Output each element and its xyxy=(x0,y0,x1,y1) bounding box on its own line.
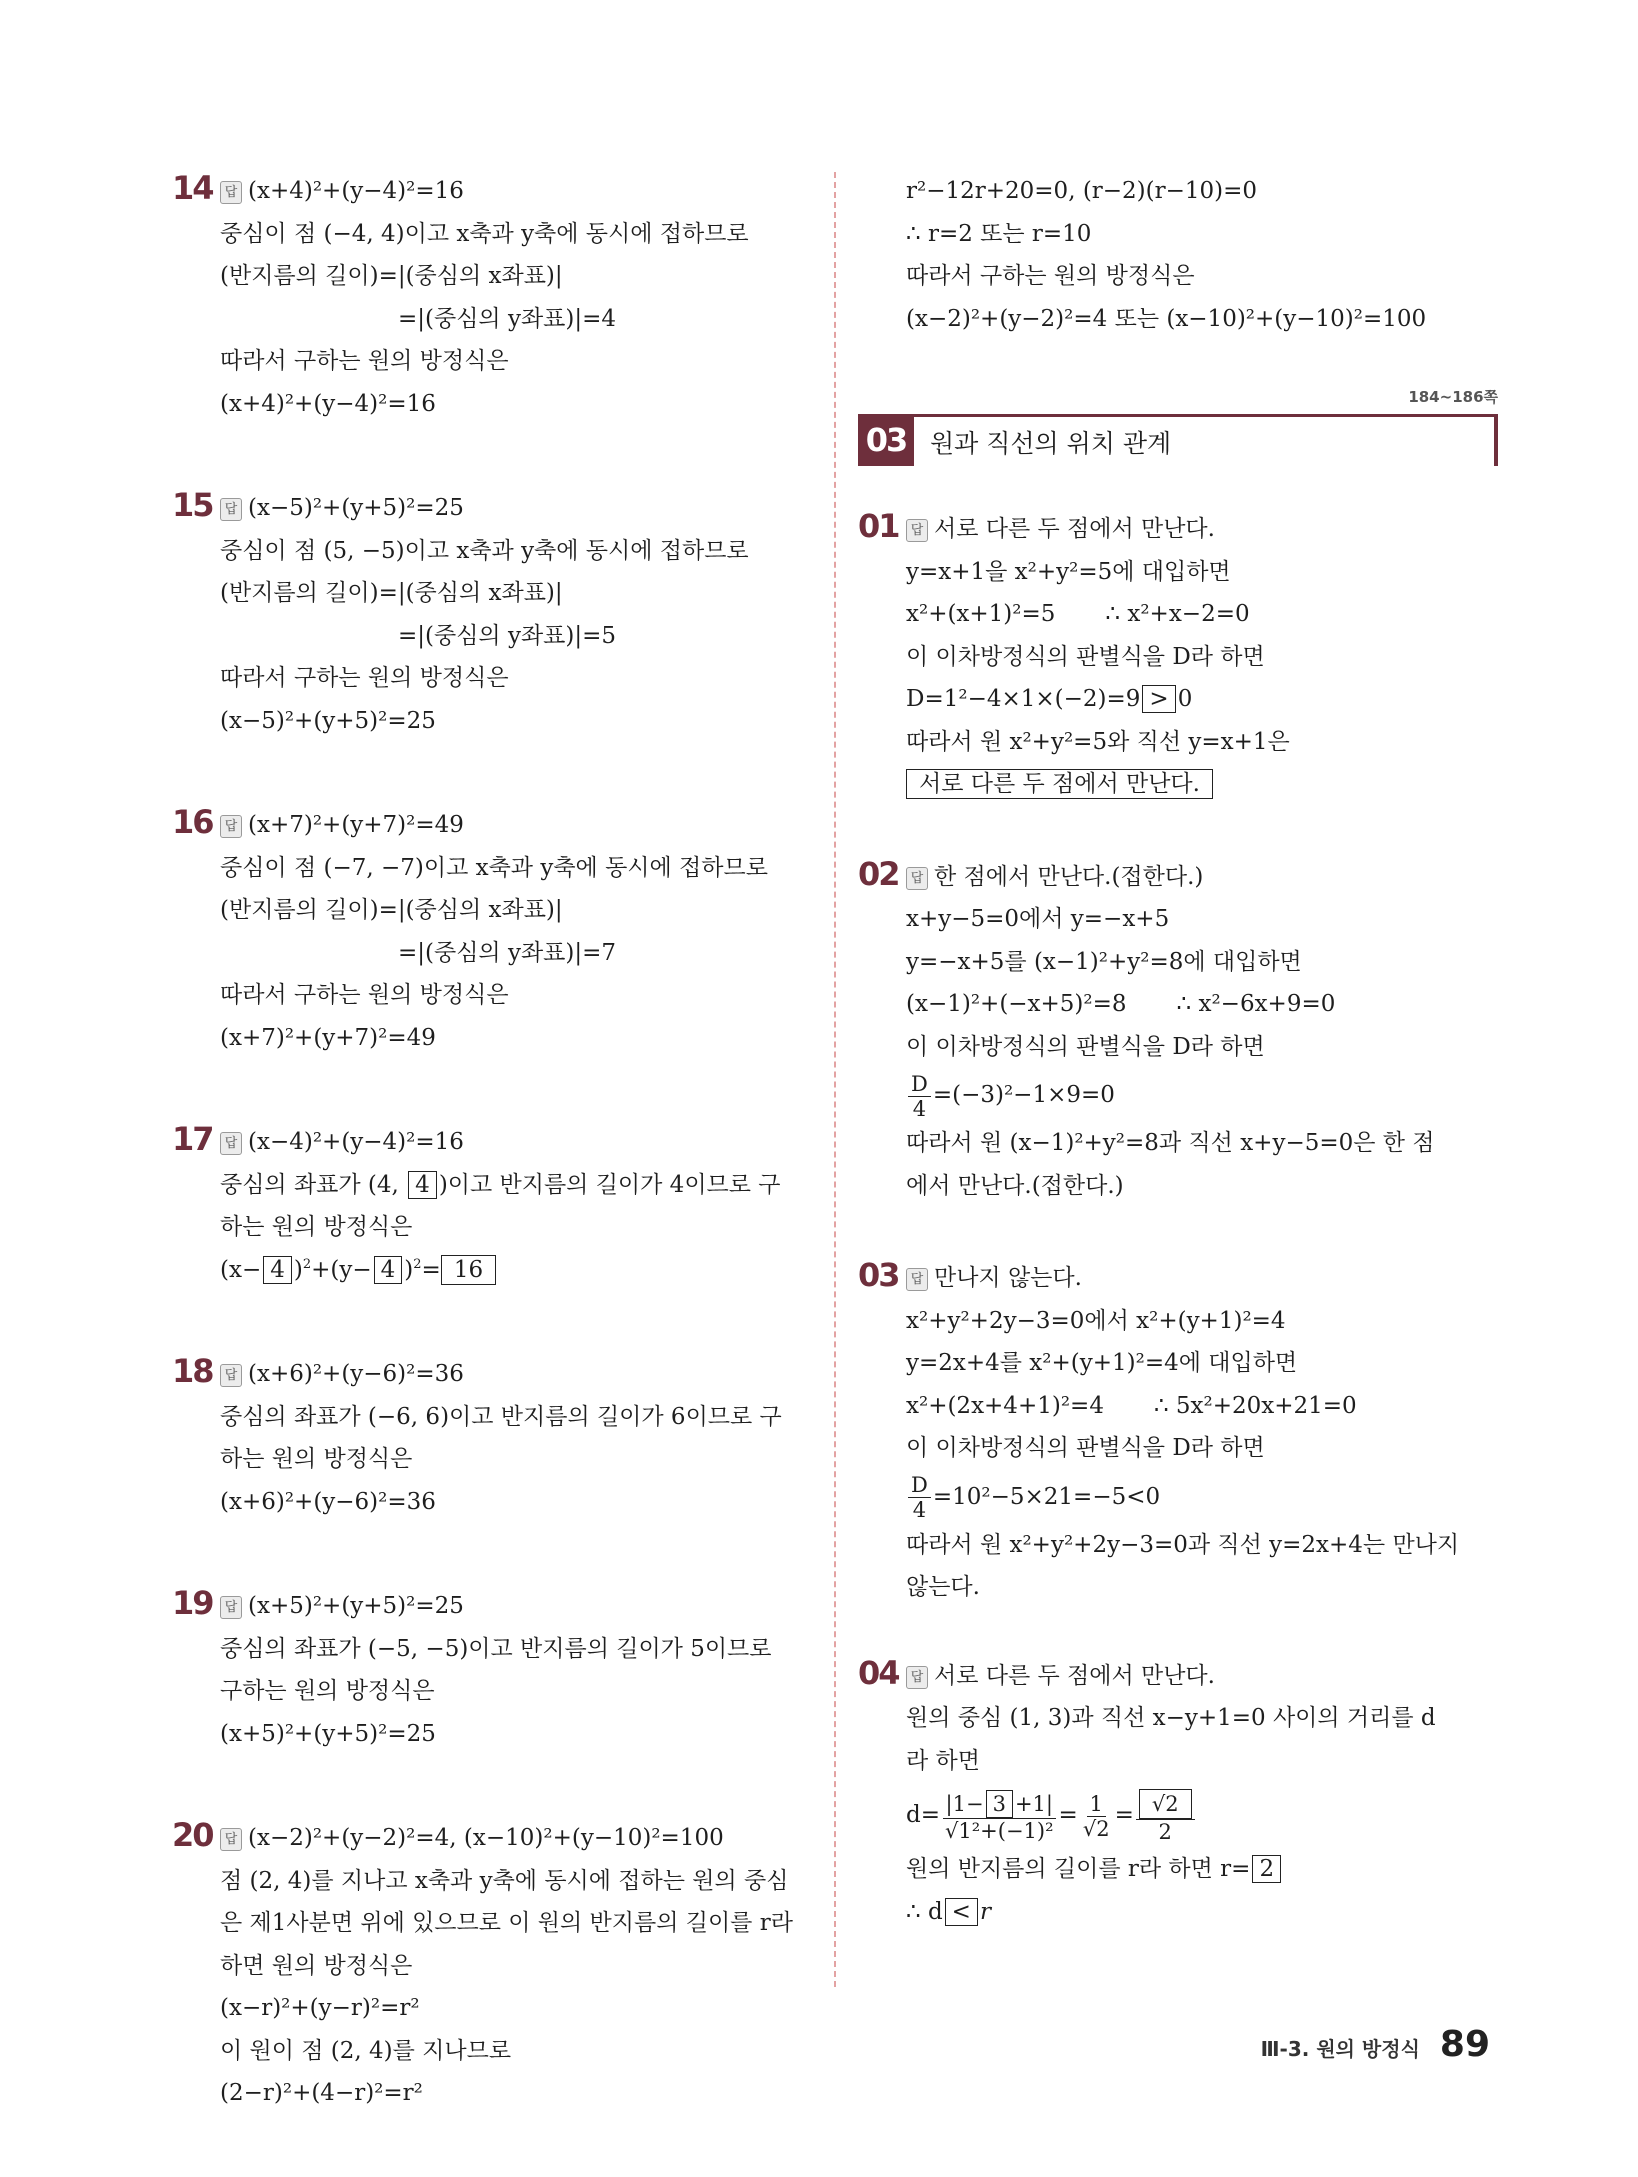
text-segment: 중심의 좌표가 (4, xyxy=(220,1171,399,1198)
text-segment: ∴ x²−6x+9=0 xyxy=(1176,991,1336,1017)
section-number: 03 xyxy=(858,414,914,466)
section-header xyxy=(858,388,1498,466)
problem-number: 15 xyxy=(172,486,213,524)
solution-line: 에서 만난다.(접한다.) xyxy=(906,1172,1124,1199)
denominator: 4 xyxy=(912,1096,927,1121)
solution-line: 점 (2, 4)를 지나고 x축과 y축에 동시에 접하는 원의 중심 xyxy=(220,1867,789,1894)
solution-line: y=2x+4를 x²+(y+1)²=4에 대입하면 xyxy=(906,1350,1298,1376)
problem-15 xyxy=(172,487,812,742)
text-segment: ∴ d xyxy=(906,1898,943,1925)
text-segment: )이고 반지름의 길이가 4이므로 구 xyxy=(438,1171,781,1198)
section-title: 원과 직선의 위치 관계 xyxy=(930,429,1172,458)
fraction xyxy=(1080,1792,1113,1841)
solution-line: 하면 원의 방정식은 xyxy=(220,1952,413,1979)
fraction xyxy=(942,1790,1057,1843)
blank-box: 4 xyxy=(263,1256,292,1284)
blank-box: < xyxy=(945,1898,978,1926)
problem-number: 04 xyxy=(858,1653,899,1692)
answer-text: 한 점에서 만난다.(접한다.) xyxy=(934,863,1204,890)
text-segment: |1− xyxy=(945,1791,984,1816)
problem-16 xyxy=(172,804,812,1059)
solution-line xyxy=(906,1848,1498,1891)
text-segment: 0 xyxy=(1177,686,1193,712)
answer-text: (x+5)²+(y+5)²=25 xyxy=(248,1593,464,1619)
solution-line xyxy=(906,678,1498,721)
solution-line: 중심의 좌표가 (−5, −5)이고 반지름의 길이가 5이므로 xyxy=(220,1635,772,1662)
blank-box: > xyxy=(1142,685,1175,713)
solution-line xyxy=(906,593,1498,636)
numerator: 1 xyxy=(1087,1792,1106,1817)
problem-03 xyxy=(858,1257,1498,1609)
answer-text: 서로 다른 두 점에서 만난다. xyxy=(934,516,1215,542)
solution-line: 따라서 원 x²+y²=5와 직선 y=x+1은 xyxy=(906,728,1290,755)
answer-icon: 답 xyxy=(220,1828,242,1851)
text-segment: d= xyxy=(906,1802,940,1828)
text-segment: +1| xyxy=(1014,1791,1053,1816)
solution-line: 따라서 구하는 원의 방정식은 xyxy=(220,665,509,691)
problem-18 xyxy=(172,1353,812,1523)
solution-line: 따라서 구하는 원의 방정식은 xyxy=(220,982,509,1008)
answer-icon: 답 xyxy=(220,1364,242,1387)
blank-box: 4 xyxy=(408,1171,437,1199)
answer-text: (x+4)²+(y−4)²=16 xyxy=(248,178,464,204)
solution-line: (2−r)²+(4−r)²=r² xyxy=(220,2080,423,2106)
solution-line: (x+6)²+(y−6)²=36 xyxy=(220,1488,436,1515)
solution-line: (x−5)²+(y+5)²=25 xyxy=(220,707,436,734)
solution-line: (반지름의 길이)=|(중심의 x좌표)| xyxy=(220,263,563,289)
answer-icon: 답 xyxy=(906,867,928,890)
answer-icon: 답 xyxy=(220,1596,242,1619)
answer-icon: 답 xyxy=(906,1268,928,1291)
solution-line: 않는다. xyxy=(906,1574,980,1600)
solution-line: (x+4)²+(y−4)²=16 xyxy=(220,390,436,417)
problem-number: 16 xyxy=(172,803,213,841)
solution-line xyxy=(906,1470,1498,1524)
answer-icon: 답 xyxy=(220,1132,242,1155)
denominator: 4 xyxy=(912,1498,927,1522)
section-rule xyxy=(1494,414,1498,466)
text-segment: x²+(x+1)²=5 xyxy=(906,601,1056,627)
blank-box: √2 xyxy=(1139,1789,1192,1819)
text-segment: ∴ 5x²+20x+21=0 xyxy=(1153,1392,1357,1419)
solution-line: (반지름의 길이)=|(중심의 x좌표)| xyxy=(220,897,563,923)
numerator: D xyxy=(908,1473,931,1498)
solution-line xyxy=(906,1385,1498,1428)
problem-number: 14 xyxy=(172,169,213,207)
solution-line: x+y−5=0에서 y=−x+5 xyxy=(906,906,1170,932)
solution-line: 따라서 구하는 원의 방정식은 xyxy=(220,348,509,374)
solution-line: 하는 원의 방정식은 xyxy=(220,1446,413,1472)
solution-line: 은 제1사분면 위에 있으므로 이 원의 반지름의 길이를 r라 xyxy=(220,1910,793,1936)
fraction xyxy=(908,1473,931,1522)
solution-line xyxy=(906,1068,1498,1122)
solution-line: r²−12r+20=0, (r−2)(r−10)=0 xyxy=(906,178,1258,204)
solution-line: (반지름의 길이)=|(중심의 x좌표)| xyxy=(220,580,563,606)
solution-line: 원의 중심 (1, 3)과 직선 x−y+1=0 사이의 거리를 d xyxy=(906,1705,1436,1731)
solution-line: ∴ r=2 또는 r=10 xyxy=(906,220,1092,247)
answer-text: (x+6)²+(y−6)²=36 xyxy=(248,1361,464,1387)
answer-icon: 답 xyxy=(220,815,242,838)
page-footer xyxy=(1261,2024,1490,2065)
page-number: 89 xyxy=(1439,2024,1490,2065)
solution-line: 라 하면 xyxy=(906,1747,980,1774)
solution-line xyxy=(220,1164,812,1207)
solution-line: 이 이차방정식의 판별식을 D라 하면 xyxy=(906,1033,1265,1060)
solution-line: 구하는 원의 방정식은 xyxy=(220,1678,435,1704)
solution-line: 따라서 구하는 원의 방정식은 xyxy=(906,263,1195,289)
text-segment: ∴ x²+x−2=0 xyxy=(1105,601,1250,627)
problem-19 xyxy=(172,1585,812,1755)
solution-line xyxy=(906,1891,1498,1934)
right-column xyxy=(858,170,1498,1995)
solution-line: =|(중심의 y좌표)|=7 xyxy=(398,939,617,966)
answer-text: (x+7)²+(y+7)²=49 xyxy=(248,812,464,838)
solution-line: x²+y²+2y−3=0에서 x²+(y+1)²=4 xyxy=(906,1307,1286,1334)
solution-line: 이 원이 점 (2, 4)를 지나므로 xyxy=(220,2037,512,2064)
text-segment: (x−1)²+(−x+5)²=8 xyxy=(906,991,1127,1017)
text-segment: x²+(2x+4+1)²=4 xyxy=(906,1392,1104,1419)
solution-line xyxy=(906,763,1498,806)
chapter-label: Ⅲ-3. 원의 방정식 xyxy=(1260,2037,1420,2061)
numerator xyxy=(1136,1789,1195,1820)
problem-number: 02 xyxy=(858,854,899,893)
text-segment: =10²−5×21=−5<0 xyxy=(932,1483,1161,1510)
problem-20 xyxy=(172,1817,812,2115)
problem-number: 17 xyxy=(172,1120,213,1158)
solution-line: 중심이 점 (5, −5)이고 x축과 y축에 동시에 접하므로 xyxy=(220,537,749,564)
text-segment: r xyxy=(979,1898,991,1925)
problem-01 xyxy=(858,508,1498,806)
solution-line: y=−x+5를 (x−1)²+y²=8에 대입하면 xyxy=(906,948,1302,975)
solution-line: d= $\frac{|1- 3 +1|}{\text{√1²+(−1)²}}$ = $\frac{1}{√2}$ = $\frac{√2}{2}$ xyxy=(906,1782,1498,1848)
page-range: 184~186쪽 xyxy=(1408,388,1498,406)
solution-line: 따라서 원 (x−1)²+y²=8과 직선 x+y−5=0은 한 점 xyxy=(906,1130,1435,1156)
answer-icon: 답 xyxy=(906,1666,928,1689)
section-rule xyxy=(914,414,1498,417)
answer-icon: 답 xyxy=(220,498,242,521)
problem-02 xyxy=(858,856,1498,1208)
solution-line: (x+5)²+(y+5)²=25 xyxy=(220,1720,436,1747)
solution-line xyxy=(906,983,1498,1026)
solution-line: (x− 4 )$^2$+(y− 4 )$^2$= 16 xyxy=(220,1249,812,1292)
column-divider xyxy=(834,172,836,1987)
solution-line: 따라서 원 x²+y²+2y−3=0과 직선 y=2x+4는 만나지 xyxy=(906,1531,1460,1558)
solution-line: =|(중심의 y좌표)|=4 xyxy=(398,305,617,332)
problem-number: 20 xyxy=(172,1816,213,1854)
problem-number: 03 xyxy=(858,1256,899,1294)
text-segment: D=1²−4×1×(−2)=9 xyxy=(906,686,1141,712)
answer-text: 서로 다른 두 점에서 만난다. xyxy=(934,1662,1215,1689)
text-segment: =(−3)²−1×9=0 xyxy=(932,1082,1115,1108)
fraction xyxy=(1136,1789,1195,1844)
solution-line: 하는 원의 방정식은 xyxy=(220,1214,413,1240)
problem-17 xyxy=(172,1121,812,1291)
answer-text: (x−5)²+(y+5)²=25 xyxy=(248,495,464,521)
solution-line: =|(중심의 y좌표)|=5 xyxy=(398,622,617,649)
denominator: √1²+(−1)² xyxy=(945,1818,1054,1843)
solution-line: (x−r)²+(y−r)²=r² xyxy=(220,1995,420,2021)
left-column xyxy=(172,170,812,2177)
blank-box: 2 xyxy=(1252,1855,1281,1883)
solution-line: y=x+1을 x²+y²=5에 대입하면 xyxy=(906,558,1231,585)
problem-04 xyxy=(858,1655,1498,1934)
problem-20-continued xyxy=(858,170,1498,340)
solution-line: (x+7)²+(y+7)²=49 xyxy=(220,1024,436,1051)
answer-icon: 답 xyxy=(220,181,242,204)
blank-box: 16 xyxy=(441,1255,496,1285)
numerator xyxy=(943,1790,1056,1819)
problem-number: 01 xyxy=(858,507,899,545)
solution-line: (x−2)²+(y−2)²=4 또는 (x−10)²+(y−10)²=100 xyxy=(906,305,1427,332)
problem-number: 19 xyxy=(172,1584,213,1622)
answer-text: 만나지 않는다. xyxy=(934,1265,1082,1291)
denominator: √2 xyxy=(1082,1816,1110,1841)
answer-text: (x−2)²+(y−2)²=4, (x−10)²+(y−10)²=100 xyxy=(248,1825,724,1851)
answer-text: (x−4)²+(y−4)²=16 xyxy=(248,1129,464,1155)
fraction xyxy=(908,1072,931,1121)
solution-line: 중심이 점 (−4, 4)이고 x축과 y축에 동시에 접하므로 xyxy=(220,220,749,247)
text-segment: 원의 반지름의 길이를 r라 하면 r= xyxy=(906,1856,1251,1882)
denominator: 2 xyxy=(1158,1819,1172,1844)
answer-icon: 답 xyxy=(906,519,928,542)
blank-box: 서로 다른 두 점에서 만난다. xyxy=(906,769,1213,799)
problem-14 xyxy=(172,170,812,425)
blank-box: 4 xyxy=(374,1256,403,1284)
solution-line: 이 이차방정식의 판별식을 D라 하면 xyxy=(906,643,1265,670)
problem-number: 18 xyxy=(172,1352,213,1390)
solution-line: 중심의 좌표가 (−6, 6)이고 반지름의 길이가 6이므로 구 xyxy=(220,1403,782,1430)
blank-box: 3 xyxy=(986,1790,1013,1818)
solution-line: 이 이차방정식의 판별식을 D라 하면 xyxy=(906,1435,1265,1461)
solution-line: 중심이 점 (−7, −7)이고 x축과 y축에 동시에 접하므로 xyxy=(220,854,768,881)
numerator: D xyxy=(908,1072,931,1097)
